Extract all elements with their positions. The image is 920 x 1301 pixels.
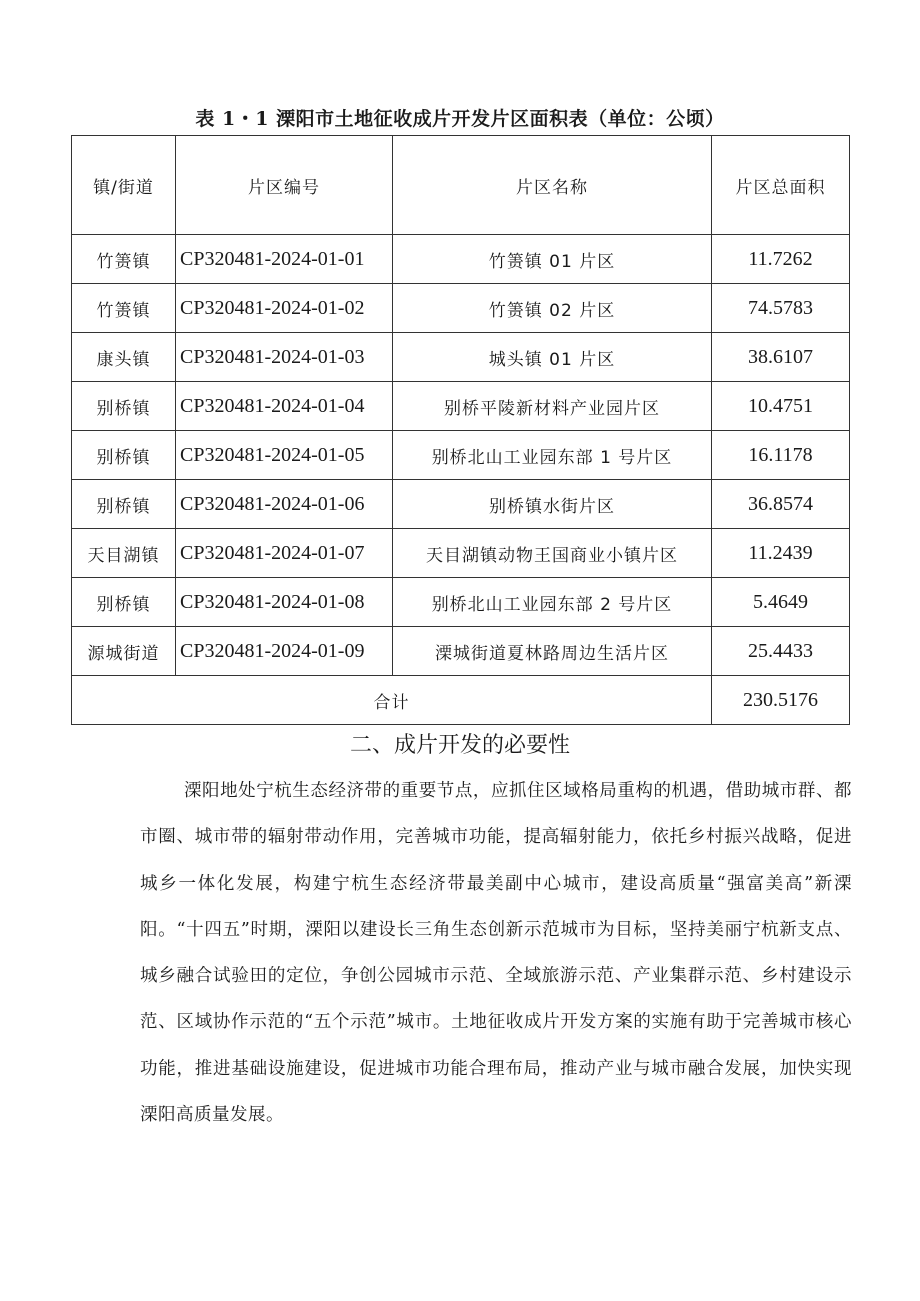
cell-name: 溧城街道夏林路周边生活片区	[393, 627, 712, 676]
table-header-row	[72, 136, 850, 235]
table-caption: 表 1・1 溧阳市土地征收成片开发片区面积表（单位：公顷）	[195, 108, 725, 130]
cell-code: CP320481-2024-01-05	[176, 431, 393, 480]
table-row	[72, 529, 850, 578]
cell-town: 竹箦镇	[72, 284, 176, 333]
cell-area: 5.4649	[712, 578, 850, 627]
cell-area: 36.8574	[712, 480, 850, 529]
cell-name: 城头镇 01 片区	[393, 333, 712, 382]
cell-code: CP320481-2024-01-04	[176, 382, 393, 431]
section-paragraph: 溧阳地处宁杭生态经济带的重要节点，应抓住区域格局重构的机遇，借助城市群、都市圈、城市带的辐射带动作用，完善城市功能，提高辐射能力，依托乡村振兴战略，促进城乡一体化发展，构建宁杭生态经济带最美副中心城市，建设高质量“强富美高”新溧阳。“十四五”时期，溧阳以建设长三角生态创新示范城市为目标，坚持美丽宁杭新支点、城乡融合试验田的定位，争创公园城市示范、全域旅游示范、产业集群示范、乡村建设示范、区域协作示范的“五个示范”城市。土地征收成片开发方案的实施有助于完善城市核心功能，推进基础设施建设，促进城市功能合理布局，推动产业与城市融合发展，加快实现溧阳高质量发展。	[140, 781, 852, 1126]
cell-area: 74.5783	[712, 284, 850, 333]
cell-code: CP320481-2024-01-01	[176, 235, 393, 284]
cell-town: 竹箦镇	[72, 235, 176, 284]
cell-name: 天目湖镇动物王国商业小镇片区	[393, 529, 712, 578]
cell-town: 天目湖镇	[72, 529, 176, 578]
cell-town: 康头镇	[72, 333, 176, 382]
cell-area: 25.4433	[712, 627, 850, 676]
cell-code: CP320481-2024-01-06	[176, 480, 393, 529]
cell-town: 源城街道	[72, 627, 176, 676]
total-value: 230.5176	[712, 676, 850, 725]
table-row	[72, 382, 850, 431]
cell-code: CP320481-2024-01-03	[176, 333, 393, 382]
cell-name: 别桥平陵新材料产业园片区	[393, 382, 712, 431]
cell-code: CP320481-2024-01-09	[176, 627, 393, 676]
table-row	[72, 480, 850, 529]
header-area: 片区总面积	[712, 136, 850, 235]
cell-name: 别桥镇水街片区	[393, 480, 712, 529]
total-label: 合计	[72, 676, 712, 725]
cell-name: 竹箦镇 01 片区	[393, 235, 712, 284]
cell-name: 别桥北山工业园东部 2 号片区	[393, 578, 712, 627]
cell-area: 10.4751	[712, 382, 850, 431]
table-row	[72, 431, 850, 480]
header-town: 镇/街道	[72, 136, 176, 235]
table-row	[72, 578, 850, 627]
cell-code: CP320481-2024-01-02	[176, 284, 393, 333]
header-code: 片区编号	[176, 136, 393, 235]
table-row	[72, 333, 850, 382]
cell-name: 竹箦镇 02 片区	[393, 284, 712, 333]
cell-town: 别桥镇	[72, 431, 176, 480]
area-table	[71, 135, 850, 725]
section-heading: 二、成片开发的必要性	[349, 733, 570, 758]
header-name: 片区名称	[393, 136, 712, 235]
cell-town: 别桥镇	[72, 480, 176, 529]
cell-name: 别桥北山工业园东部 1 号片区	[393, 431, 712, 480]
cell-code: CP320481-2024-01-07	[176, 529, 393, 578]
cell-town: 别桥镇	[72, 578, 176, 627]
table-row	[72, 284, 850, 333]
cell-area: 38.6107	[712, 333, 850, 382]
cell-area: 11.7262	[712, 235, 850, 284]
cell-code: CP320481-2024-01-08	[176, 578, 393, 627]
cell-town: 别桥镇	[72, 382, 176, 431]
table-row	[72, 627, 850, 676]
cell-area: 16.1178	[712, 431, 850, 480]
table-row	[72, 235, 850, 284]
table-total-row	[72, 676, 850, 725]
cell-area: 11.2439	[712, 529, 850, 578]
